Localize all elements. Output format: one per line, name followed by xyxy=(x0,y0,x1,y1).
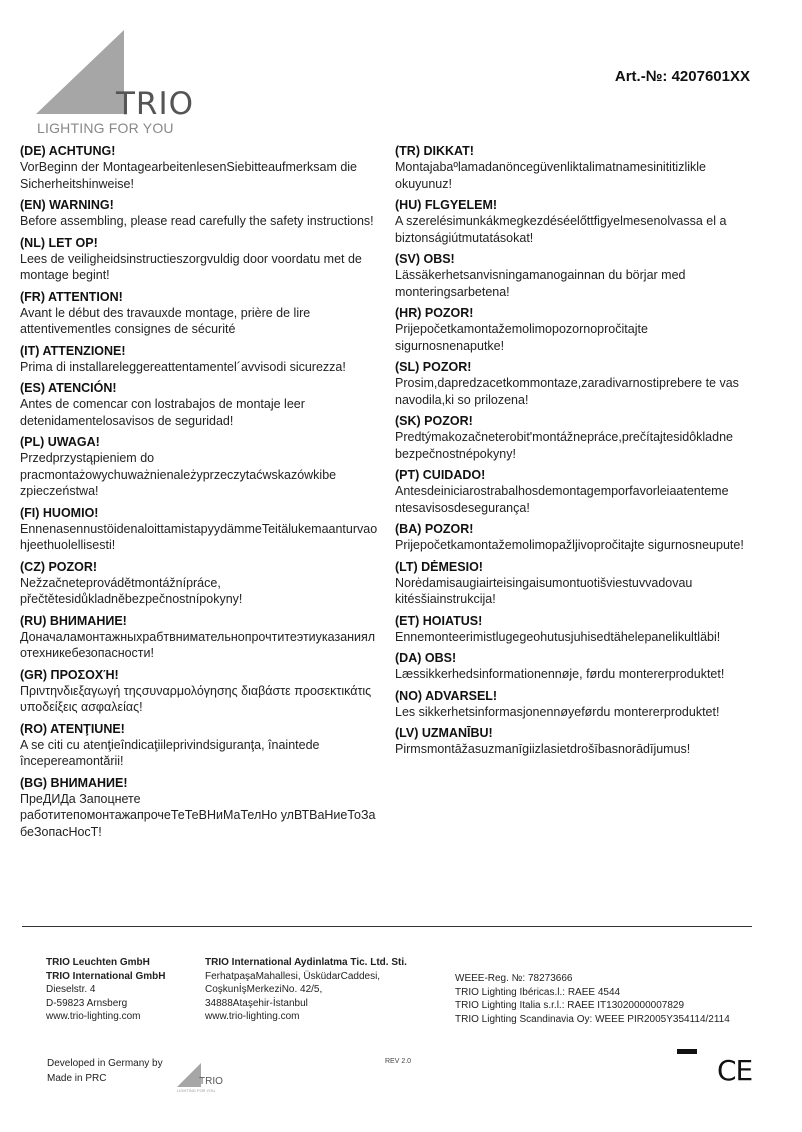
warning-nl xyxy=(20,235,382,284)
warning-sk xyxy=(395,413,757,462)
company-name: TRIO International GmbH xyxy=(46,970,166,982)
warning-text: Antes de comencar con lostrabajos de montaje leer detenidamentelosavisos de seguridad! xyxy=(20,397,305,428)
warning-hu xyxy=(395,197,757,246)
warnings-right-column xyxy=(395,143,757,763)
warning-text: VorBeginn der MontagearbeitenlesenSiebitteaufmerksam die Sicherheitshinweise! xyxy=(20,160,358,191)
warning-ro xyxy=(20,721,382,770)
warning-text: Montajabaºlamadanöncegüvenliktalimatnamesinititizlikle okuyunuz! xyxy=(395,160,706,191)
weee-line: TRIO Lighting Italia s.r.l.: RAEE IT13020000007829 xyxy=(455,1000,685,1011)
warning-text: Πριντηνδιεξαγωγή τηςσυναρμολόγησης διαβάστε προσεκτικάτις υποδείξεις ασφαλείας! xyxy=(20,683,372,714)
city: 34888Ataşehir-İstanbul xyxy=(205,997,308,1009)
made-in: Made in PRC xyxy=(47,1073,107,1084)
warning-text: Predtýmakozačneterobit'montážnepráce,prečítajtesidôkladne bezpečnostnépokyny! xyxy=(395,430,733,461)
black-bar-mark xyxy=(677,1049,697,1054)
warning-title: (PT) CUIDADO! xyxy=(395,468,486,482)
warning-title: (TR) DIKKAT! xyxy=(395,144,474,158)
warning-text: Prosim,dapredzacetkommontaze,zaradivarnostiprebere te vas navodila,ki so prilozena! xyxy=(395,376,739,407)
origin-info xyxy=(47,1056,163,1086)
warning-sv xyxy=(395,251,757,300)
revision-label: REV 2.0 xyxy=(385,1058,412,1065)
warning-title: (ES) ATENCIÓN! xyxy=(20,381,117,395)
footer-divider xyxy=(22,926,752,927)
street: Dieselstr. 4 xyxy=(46,984,96,995)
brand-tagline: LIGHTING FOR YOU xyxy=(37,120,174,136)
warning-text: Ennemonteerimistlugegeohutusjuhisedtähelepanelikultläbi! xyxy=(395,629,721,644)
warnings-left-column xyxy=(20,143,382,845)
building: CoşkunİşMerkeziNo. 42/5, xyxy=(205,984,323,995)
warning-title: (BA) POZOR! xyxy=(395,522,474,536)
warning-text: Antesdeiniciarostrabalhosdemontagemporfavorleiaatenteme ntesavisosdesegurança! xyxy=(395,484,729,515)
warning-text: ПреДИДа Запоцнете работитепомонтажапрочеТеТеВНиМаТелНо улВТВаНиеТоЗа беЗопасНосТ! xyxy=(20,791,376,839)
warning-text: Læssikkerhedsinformationennøje, førdu montererproduktet! xyxy=(395,667,725,681)
warning-title: (HU) FLGYELEM! xyxy=(395,198,498,212)
brand-name: TRIO xyxy=(116,86,195,122)
warning-text: Lässäkerhetsanvisningamanogainnan du börjar med monteringsarbetena! xyxy=(395,268,686,299)
warning-title: (DA) OBS! xyxy=(395,651,457,665)
trio-logo xyxy=(36,30,206,140)
warning-title: (HR) POZOR! xyxy=(395,306,474,320)
warning-text: Nežzačneteprovádětmontážnípráce, přečtětesidůkladněbezpečnostnípokyny! xyxy=(20,575,243,606)
warning-lt xyxy=(395,559,757,608)
address-trio-turkey xyxy=(205,956,445,1024)
warning-ru xyxy=(20,613,382,662)
warning-title: (FR) ATTENTION! xyxy=(20,289,123,304)
warning-et xyxy=(395,613,757,646)
warning-text: Lees de veiligheidsinstructieszorgvuldig door voordatu met de montage begint! xyxy=(20,251,362,282)
warning-da xyxy=(395,650,757,683)
warning-title: (ET) HOIATUS! xyxy=(395,613,483,628)
warning-text: Pirmsmontāžasuzmanīgiizlasietdrošībasnorādījumus! xyxy=(395,742,691,756)
street: FerhatpaşaMahallesi, ÜsküdarCaddesi, xyxy=(205,970,381,982)
warning-text: A se citi cu atenţieîndicaţiileprivindsiguranţa, înaintede începereamontării! xyxy=(20,737,320,768)
warning-title: (GR) ΠΡΟΣΟΧΉ! xyxy=(20,667,119,682)
warning-fr xyxy=(20,289,382,338)
article-number: Art.-№: 4207601XX xyxy=(614,68,750,85)
trio-mini-logo xyxy=(177,1063,225,1095)
warning-es xyxy=(20,380,382,429)
warning-title: (FI) HUOMIO! xyxy=(20,505,99,520)
warning-title: (DE) ACHTUNG! xyxy=(20,144,116,158)
warning-bg xyxy=(20,775,382,841)
city: D-59823 Arnsberg xyxy=(46,997,128,1009)
warning-title: (EN) WARNING! xyxy=(20,198,114,212)
warning-title: (IT) ATTENZIONE! xyxy=(20,343,126,358)
warning-pt xyxy=(395,467,757,516)
company-name: TRIO Leuchten GmbH xyxy=(46,957,150,968)
warning-text: Avant le début des travauxde montage, prière de lire attentivementles consignes de sécurité xyxy=(20,305,311,336)
website: www.trio-lighting.com xyxy=(46,1011,141,1022)
warning-title: (SK) POZOR! xyxy=(395,414,473,428)
warning-no xyxy=(395,688,757,721)
brand-name: TRIO xyxy=(199,1076,223,1087)
warning-title: (SV) OBS! xyxy=(395,252,455,266)
address-trio-germany xyxy=(46,956,196,1024)
warning-text: Les sikkerhetsinformasjonennøyeførdu montererproduktet! xyxy=(395,704,720,719)
warning-title: (NL) LET OP! xyxy=(20,235,98,250)
warning-title: (LT) DĖMESIO! xyxy=(395,559,483,574)
warning-title: (RO) ATENŢIUNE! xyxy=(20,721,125,736)
warning-text: EnnenasennustöidenaloittamistapyydämmeTeitälukemaanturvaohjeethuolellisesti! xyxy=(20,521,378,552)
warning-title: (PL) UWAGA! xyxy=(20,435,100,449)
warning-text: Norėdamisaugiairteisingaisumontuotišviestuvvadovau kitésšiainstrukcija! xyxy=(395,575,693,606)
warning-lv xyxy=(395,725,757,758)
warning-text: Prijepočetkamontažemolimopažljivopročitajte sigurnosneupute! xyxy=(395,538,744,552)
warning-de xyxy=(20,143,382,192)
weee-line: WEEE-Reg. №: 78273666 xyxy=(455,973,573,984)
warning-text: A szerelésimunkákmegkezdéséelőttfigyelmesenolvassa el a biztonságiútmutatásokat! xyxy=(395,214,727,245)
warning-title: (NO) ADVARSEL! xyxy=(395,688,498,703)
warning-tr xyxy=(395,143,757,192)
warning-pl xyxy=(20,434,382,500)
warning-sl xyxy=(395,359,757,408)
brand-tagline: LIGHTING FOR YOU xyxy=(177,1088,216,1093)
warning-title: (RU) ВНИМАНИЕ! xyxy=(20,613,127,628)
developed-in: Developed in Germany by xyxy=(47,1058,163,1069)
warning-text: Before assembling, please read carefully the safety instructions! xyxy=(20,214,374,228)
warning-title: (LV) UZMANĪBU! xyxy=(395,726,493,740)
warning-cz xyxy=(20,559,382,608)
warning-hr xyxy=(395,305,757,354)
warning-title: (SL) POZOR! xyxy=(395,360,472,374)
warning-text: Доначаламонтажныхрабтвнимательнопрочтитеэтиуказаниялотехникебезопасности! xyxy=(20,629,376,660)
weee-registrations xyxy=(455,972,755,1026)
warning-gr xyxy=(20,667,382,716)
warning-it xyxy=(20,343,382,376)
warning-ba xyxy=(395,521,757,554)
warning-fi xyxy=(20,505,382,554)
warning-en xyxy=(20,197,382,230)
weee-line: TRIO Lighting Scandinavia Oy: WEEE PIR2005Y354114/2114 xyxy=(455,1013,730,1025)
weee-line: TRIO Lighting Ibéricas.l.: RAEE 4544 xyxy=(455,986,621,998)
ce-mark: CE xyxy=(717,1054,753,1087)
warning-text: Przedprzystąpieniem do pracmontażowychuważnienależyprzeczytaćwskazówkibe zpieczeństwa! xyxy=(20,451,337,498)
company-name: TRIO International Aydinlatma Tic. Ltd. Sti. xyxy=(205,957,407,968)
warning-title: (BG) ВНИМАНИЕ! xyxy=(20,775,128,790)
warning-title: (CZ) POZOR! xyxy=(20,559,98,574)
warning-text: Prijepočetkamontažemolimopozornopročitajte sigurnosnenaputke! xyxy=(395,322,648,353)
warning-text: Prima di installareleggereattentamentel´avvisodi sicurezza! xyxy=(20,359,346,374)
website: www.trio-lighting.com xyxy=(205,1011,300,1022)
